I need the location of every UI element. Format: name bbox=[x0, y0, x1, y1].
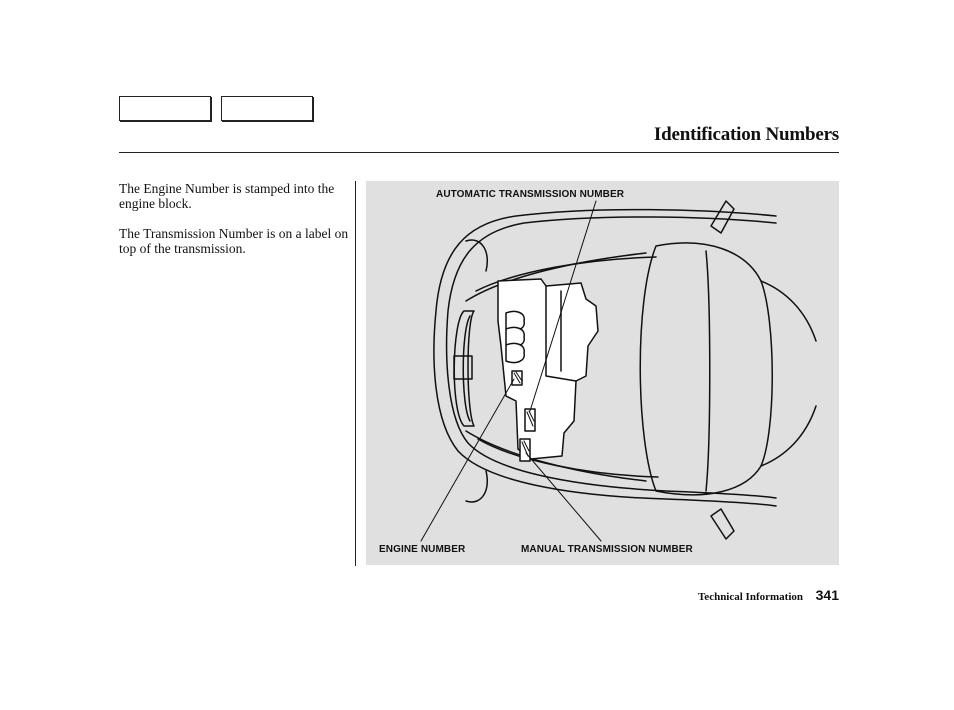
column-divider bbox=[355, 181, 356, 566]
left-mirror bbox=[711, 201, 734, 233]
engine-block bbox=[498, 279, 598, 459]
manual-transmission-label: MANUAL TRANSMISSION NUMBER bbox=[521, 544, 693, 555]
front-grille bbox=[454, 311, 474, 426]
windshield bbox=[640, 243, 772, 495]
engine-bay-illustration bbox=[366, 181, 839, 565]
page-title: Identification Numbers bbox=[653, 124, 839, 145]
right-mirror bbox=[711, 509, 734, 539]
title-divider bbox=[119, 152, 839, 153]
nav-button-2[interactable] bbox=[221, 96, 313, 121]
page-number: 341 bbox=[815, 587, 839, 603]
engine-leader bbox=[421, 379, 514, 541]
engine-number-paragraph: The Engine Number is stamped into the engine block. bbox=[119, 181, 335, 211]
nav-button-1[interactable] bbox=[119, 96, 211, 121]
automatic-transmission-label: AUTOMATIC TRANSMISSION NUMBER bbox=[436, 189, 625, 200]
transmission-number-paragraph: The Transmission Number is on a label on top of the transmission. bbox=[119, 226, 349, 256]
car-top-view-drawing bbox=[366, 181, 839, 565]
engine-number-label: ENGINE NUMBER bbox=[379, 544, 466, 555]
footer-section-name: Technical Information bbox=[697, 591, 803, 603]
manual-transmission-leader bbox=[526, 453, 601, 541]
car-body-outline bbox=[434, 210, 776, 506]
cylinder-3 bbox=[506, 343, 524, 362]
